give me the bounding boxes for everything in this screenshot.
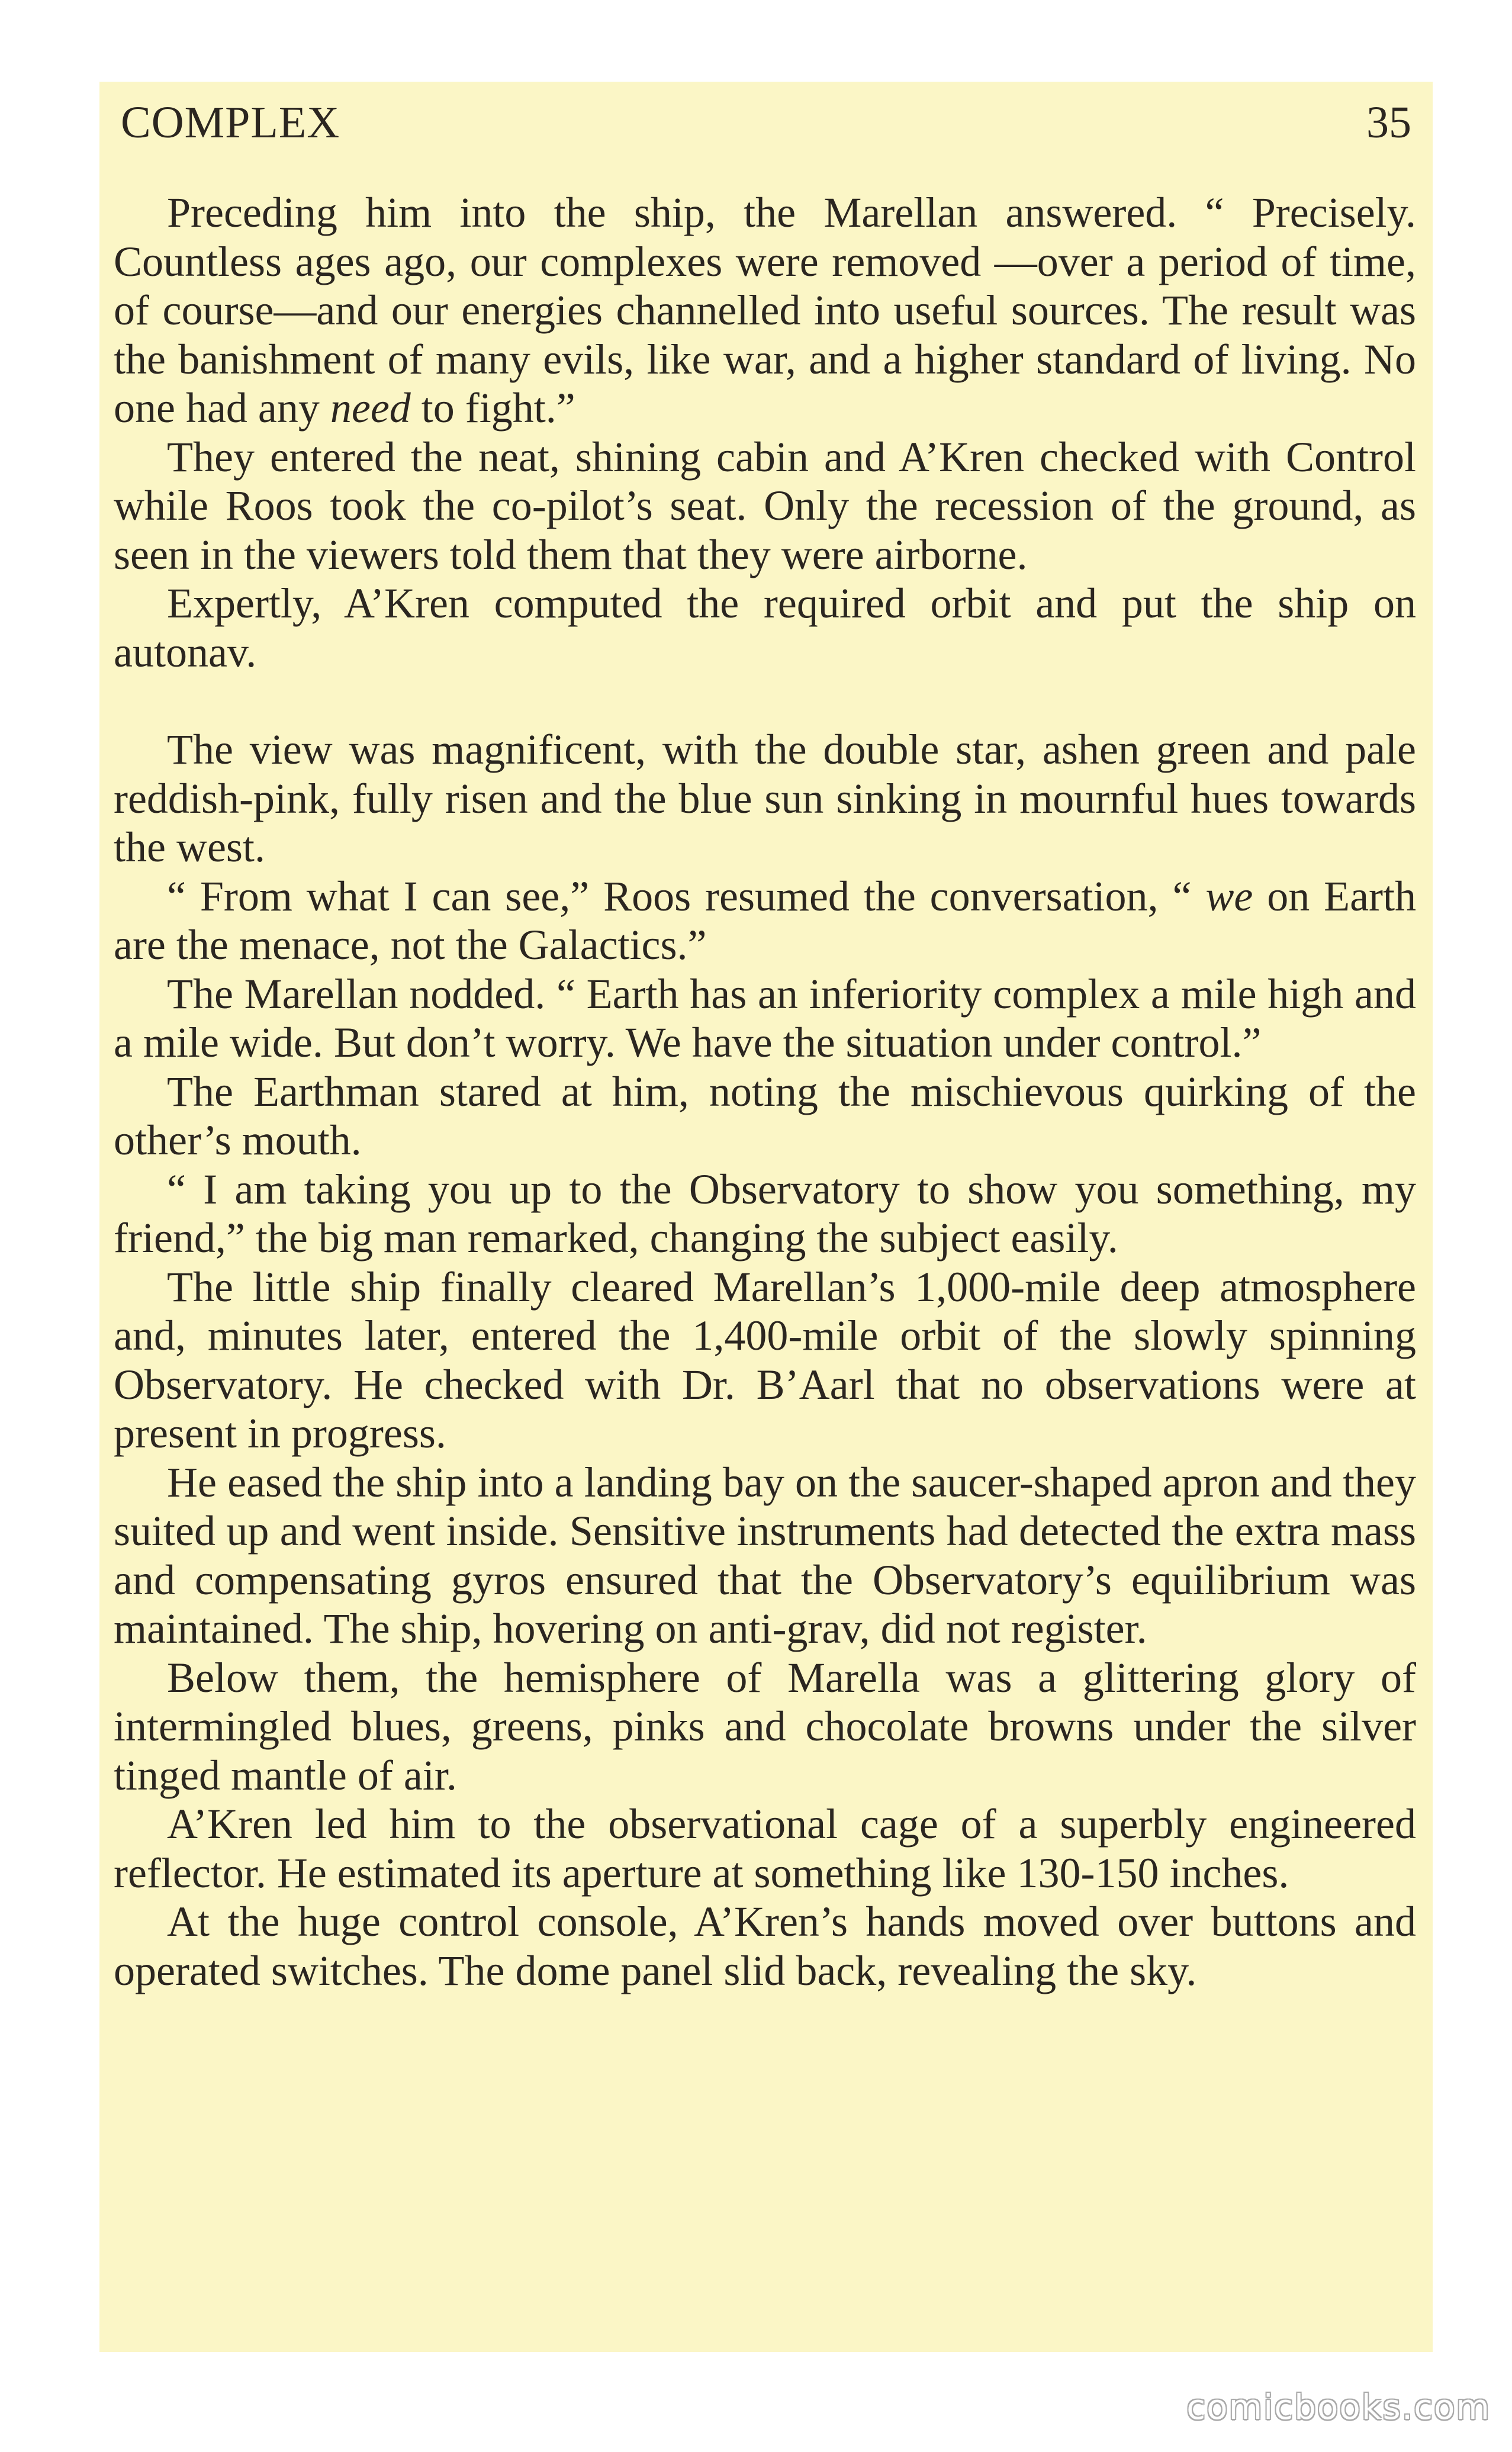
italic-text: need [330, 384, 411, 432]
paragraph [114, 1263, 1416, 1458]
paragraph-text: The little ship finally cleared Marellan’s 1,000-mile deep atmosphere and, minutes later, entered the 1,400-mile orbit of the slowly spinning Observatory. He checked with Dr. B’Aarl that no observations were at present in progress. [114, 1263, 1416, 1457]
paragraph-text: They entered the neat, shining cabin and A’Kren checked with Control while Roos took the co-pilot’s seat. Only the recession of the ground, as seen in the viewers told them that they were airborne. [114, 433, 1416, 578]
italic-text: we [1205, 872, 1253, 920]
page-number: 35 [1366, 98, 1411, 147]
paragraph [114, 1897, 1416, 1995]
watermark: comicbooks.com [1186, 2387, 1491, 2427]
running-head: COMPLEX [121, 98, 340, 147]
paragraph [114, 1653, 1416, 1800]
paragraph [114, 970, 1416, 1067]
paragraph-text: “ I am taking you up to the Observatory to show you something, my friend,” the big man remarked, changing the subject easily. [114, 1165, 1416, 1262]
paragraph-text: on Earth are the menace, not the Galactics.” [114, 872, 1417, 968]
paragraph [114, 1800, 1416, 1897]
paragraph-text: Preceding him into the ship, the Marellan answered. “ Precisely. Countless ages ago, our complexes were removed —over a period of time, of course—and our energies channelled into useful sources. The result was the banishment of many evils, like war, and a higher standard of living. No one had any [114, 189, 1416, 432]
page-header [121, 96, 1411, 149]
paragraph [114, 188, 1416, 433]
book-page [99, 82, 1433, 2352]
paragraph-text: The Marellan nodded. “ Earth has an inferiority complex a mile high and a mile wide. But don’t worry. We have the situation under control.” [114, 970, 1416, 1066]
body-text [114, 188, 1416, 1995]
paragraph-text: He eased the ship into a landing bay on the saucer-shaped apron and they suited up and went inside. Sensitive instruments had detected the extra mass and compensating gyros ensured that the Observatory’s equilibrium was maintained. The ship, hovering on anti-grav, did not register. [114, 1458, 1416, 1652]
paragraph-text: At the huge control console, A’Kren’s hands moved over buttons and operated switches. The dome panel slid back, revealing the sky. [114, 1898, 1416, 1994]
paragraph-text: The view was magnificent, with the double star, ashen green and pale reddish-pink, fully risen and the blue sun sinking in mournful hues towards the west. [114, 726, 1416, 871]
paragraph [114, 1458, 1416, 1653]
paragraph-text: The Earthman stared at him, noting the mischievous quirking of the other’s mouth. [114, 1067, 1416, 1164]
paragraph [114, 579, 1416, 677]
paragraph-text: to fight.” [410, 384, 575, 432]
paragraph-text: Expertly, A’Kren computed the required orbit and put the ship on autonav. [114, 580, 1416, 676]
paragraph [114, 433, 1416, 580]
paragraph [114, 1165, 1416, 1263]
paragraph [114, 872, 1416, 970]
paragraph-text: Below them, the hemisphere of Marella was a glittering glory of intermingled blues, greens, pinks and chocolate browns under the silver tinged mantle of air. [114, 1653, 1416, 1799]
paragraph [114, 1067, 1416, 1165]
paragraph-text: “ From what I can see,” Roos resumed the conversation, “ [167, 872, 1206, 920]
paragraph [114, 725, 1416, 872]
paragraph-text: A’Kren led him to the observational cage of a superbly engineered reflector. He estimated its aperture at something like 130-150 inches. [114, 1800, 1416, 1897]
